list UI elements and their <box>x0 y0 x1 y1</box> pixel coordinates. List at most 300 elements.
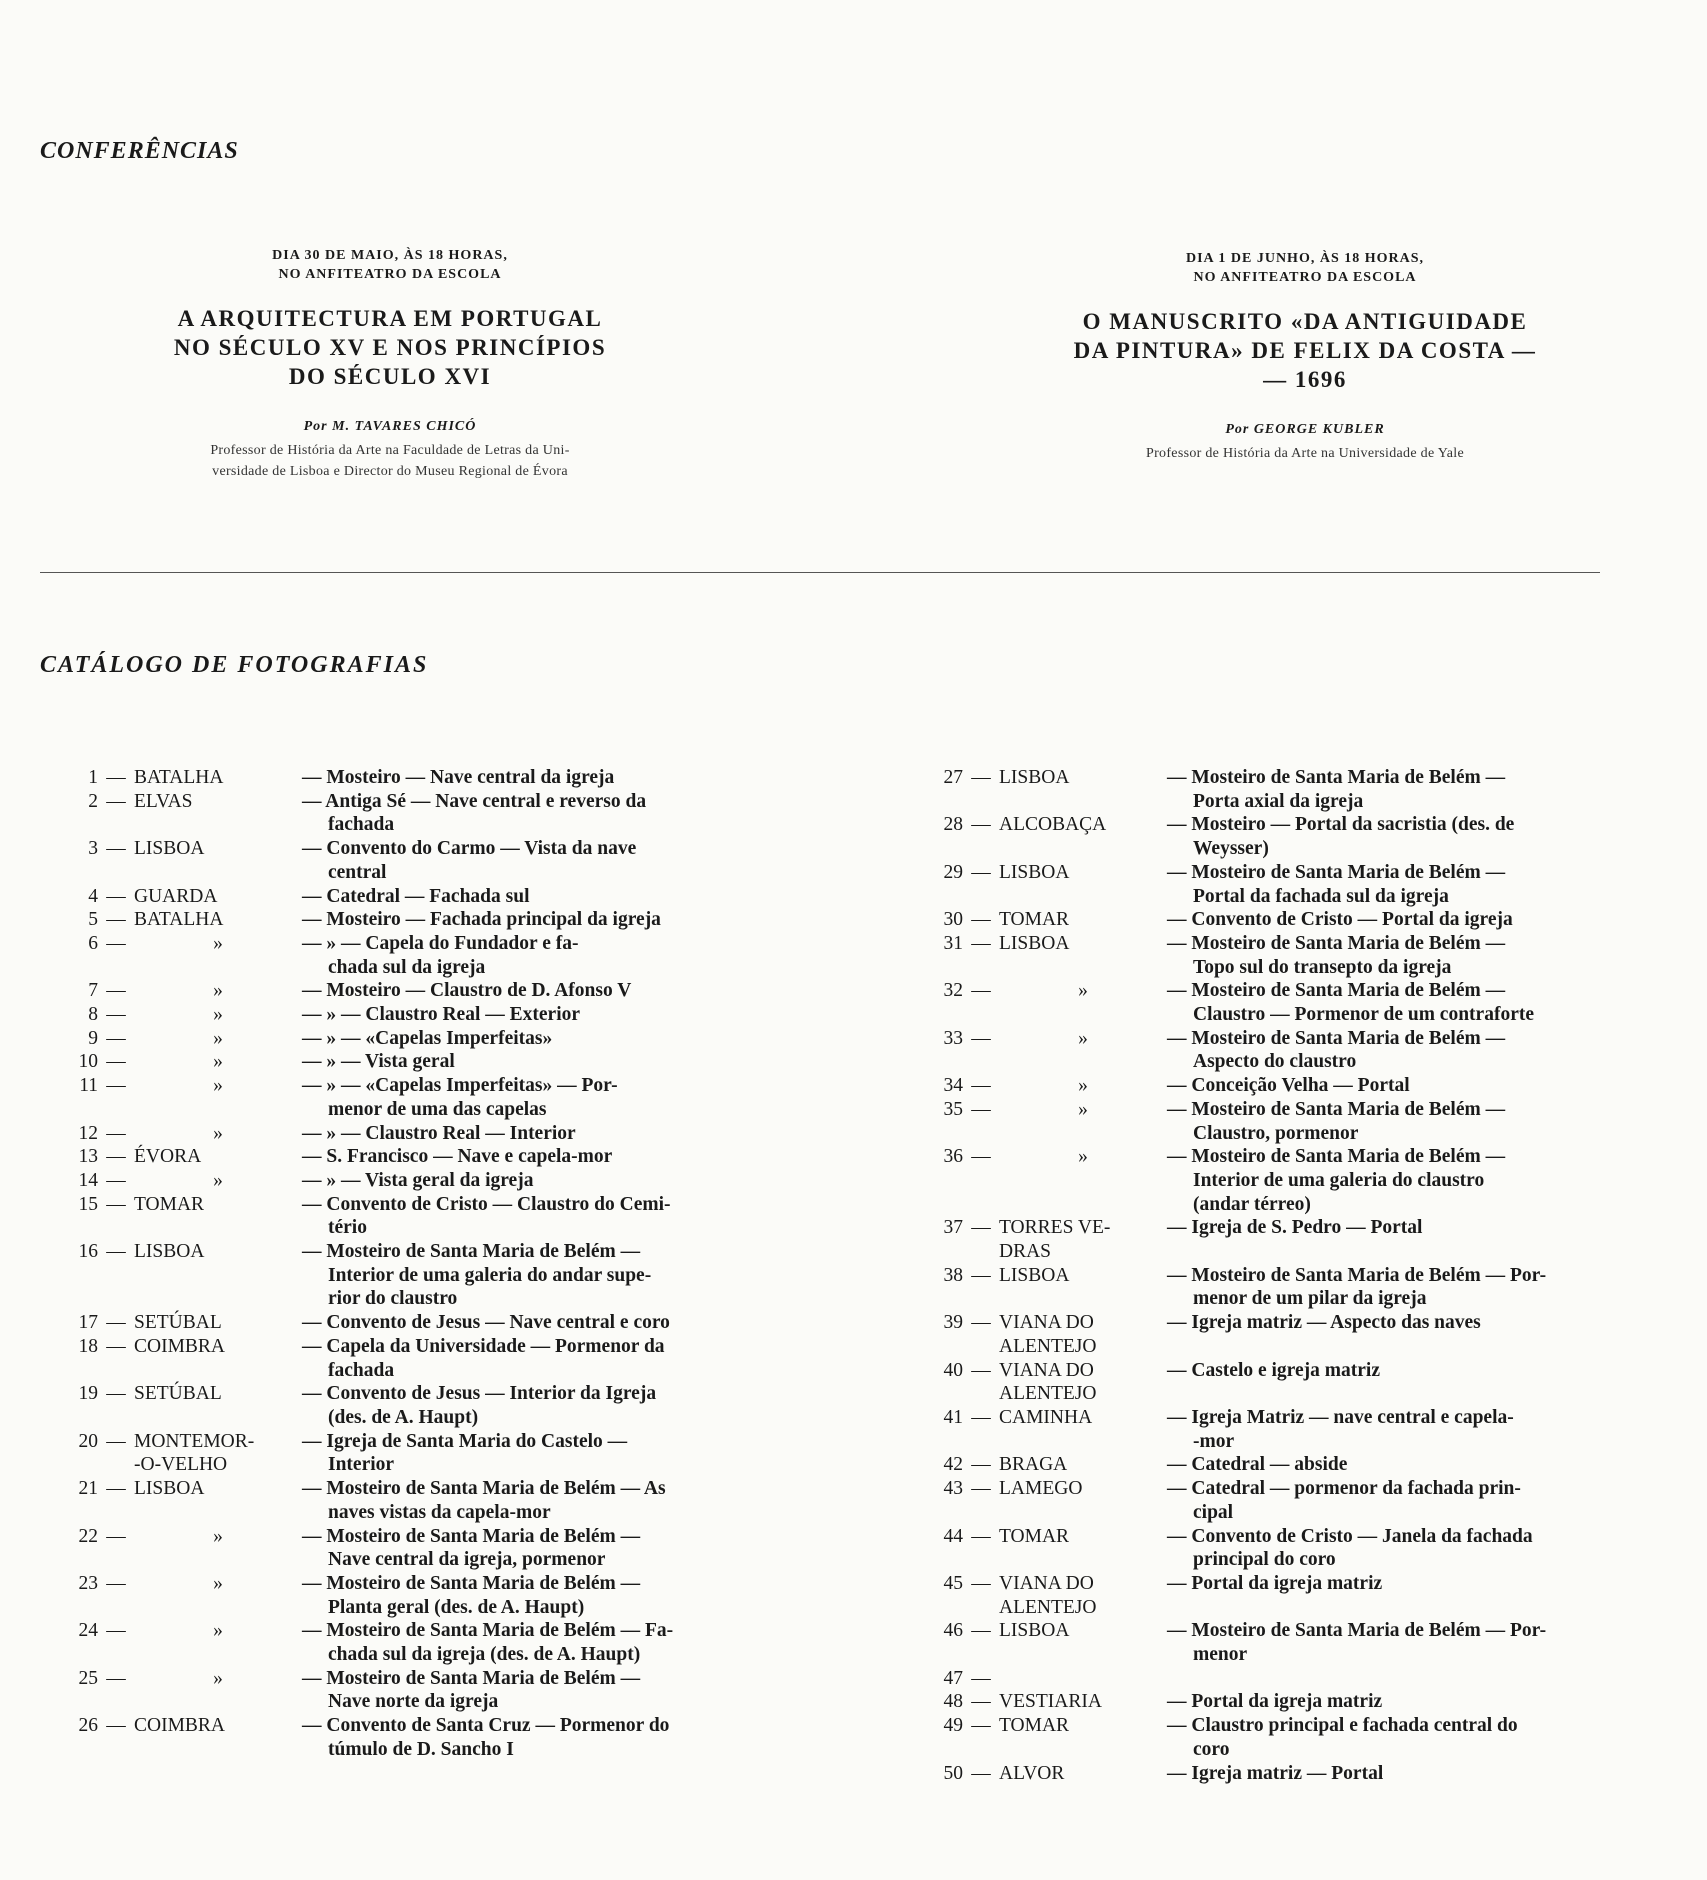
entry-number-dash: — <box>971 909 991 931</box>
catalog-entry <box>903 1572 1643 1619</box>
entry-number-dash: — <box>106 1572 126 1594</box>
entry-number: 48 <box>943 1691 963 1713</box>
section-divider <box>40 572 1600 573</box>
entry-description <box>302 1145 773 1169</box>
description-line: cipal <box>1193 1501 1234 1523</box>
description-line: — Mosteiro de Santa Maria de Belém — <box>1167 932 1506 954</box>
description-line: — Claustro principal e fachada central do <box>1167 1715 1518 1737</box>
entry-number: 4 <box>88 885 98 907</box>
catalog-entry <box>903 1406 1643 1453</box>
entry-number: 46 <box>943 1620 963 1642</box>
catalog-entry <box>903 1311 1643 1358</box>
entry-description <box>302 932 773 979</box>
description-line: versidade de Lisboa e Director do Museu Regional de Évora <box>212 464 568 479</box>
entry-number: 30 <box>943 909 963 931</box>
catalog-entry <box>38 1169 773 1193</box>
entry-number-dash: — <box>971 1146 991 1168</box>
catalog-entry <box>903 1074 1643 1098</box>
entry-place: LISBOA <box>999 1264 1070 1286</box>
entry-place: » <box>213 1667 223 1689</box>
entry-number: 42 <box>943 1454 963 1476</box>
entry-description <box>302 1477 773 1524</box>
entry-description <box>1167 1572 1643 1619</box>
description-line: — Portal da igreja matriz <box>1167 1572 1383 1594</box>
entry-number-dash: — <box>106 980 126 1002</box>
lecture-author-description <box>1045 443 1565 464</box>
entry-description <box>302 1430 773 1477</box>
description-line: — » — «Capelas Imperfeitas» — Por- <box>302 1075 618 1097</box>
catalog-entry <box>38 1145 773 1169</box>
lecture-date: DIA 1 DE JUNHO, ÀS 18 HORAS, <box>1185 251 1425 266</box>
description-line: — Mosteiro — Fachada principal da igreja <box>302 909 661 931</box>
entry-place: LISBOA <box>134 838 205 860</box>
entry-description <box>302 1050 773 1074</box>
entry-number-dash: — <box>971 1027 991 1049</box>
entry-number-dash: — <box>971 1691 991 1713</box>
entry-number: 1 <box>88 767 98 788</box>
entry-place: » <box>213 1027 223 1049</box>
entry-number-dash: — <box>971 1715 991 1737</box>
catalog-entry <box>38 1572 773 1619</box>
entry-number: 33 <box>943 1027 963 1049</box>
entry-place: SETÚBAL <box>134 1312 222 1334</box>
catalog-entry <box>903 908 1643 932</box>
description-line: menor de um pilar da igreja <box>1193 1288 1427 1310</box>
entry-number-dash: — <box>971 1620 991 1642</box>
description-line: Topo sul do transepto da igreja <box>1193 956 1452 978</box>
entry-number-dash: — <box>971 1264 991 1286</box>
entry-number-dash: — <box>106 1051 126 1073</box>
entry-number-dash: — <box>971 1762 991 1784</box>
description-line: — Mosteiro — Portal da sacristia (des. de <box>1167 814 1515 836</box>
description-line: — Mosteiro de Santa Maria de Belém — <box>302 1525 641 1547</box>
catalog-entry <box>38 1122 773 1146</box>
entry-description <box>1167 1453 1643 1477</box>
description-line: principal do coro <box>1193 1549 1336 1571</box>
catalog-entry <box>38 1619 773 1666</box>
entry-description <box>302 1382 773 1429</box>
description-line: — Antiga Sé — Nave central e reverso da <box>302 790 647 812</box>
description-line: -mor <box>1193 1430 1235 1452</box>
entry-number-dash: — <box>106 1478 126 1500</box>
catalog-entry <box>38 1193 773 1240</box>
lecture-title-line: O MANUSCRITO «DA ANTIGUIDADE <box>1082 309 1528 334</box>
description-line: — S. Francisco — Nave e capela-mor <box>302 1146 613 1168</box>
entry-number: 14 <box>78 1169 98 1191</box>
entry-place: TORRES VE- DRAS <box>999 1217 1111 1263</box>
entry-place: COIMBRA <box>134 1715 226 1737</box>
description-line: — Convento de Jesus — Nave central e coro <box>302 1312 670 1334</box>
entry-number-dash: — <box>971 980 991 1002</box>
description-line: — Mosteiro — Nave central da igreja <box>302 767 615 788</box>
entry-number: 35 <box>943 1098 963 1120</box>
entry-place: » <box>1078 1098 1088 1120</box>
entry-place: BATALHA <box>134 767 224 788</box>
catalog-entry <box>38 908 773 932</box>
entry-place: VIANA DO ALENTEJO <box>999 1572 1097 1618</box>
catalog-entry <box>903 1762 1643 1786</box>
entry-description <box>1167 1027 1643 1074</box>
entry-place: BRAGA <box>999 1454 1068 1476</box>
catalog-entry <box>38 1050 773 1074</box>
description-line: Nave norte da igreja <box>328 1691 499 1713</box>
lecture-author: Por M. TAVARES CHICÓ <box>303 419 477 434</box>
description-line: — » — Vista geral <box>302 1051 455 1073</box>
entry-place: » <box>213 932 223 954</box>
entry-number: 20 <box>78 1430 98 1452</box>
catalog-entry <box>38 837 773 884</box>
entry-description <box>1167 1359 1643 1406</box>
catalog-entry <box>903 861 1643 908</box>
description-line: Nave central da igreja, pormenor <box>328 1549 606 1571</box>
catalog-entry <box>38 766 773 790</box>
catalog-entry <box>38 1525 773 1572</box>
entry-place: » <box>213 980 223 1002</box>
description-line: Aspecto do claustro <box>1193 1051 1357 1073</box>
entry-number: 29 <box>943 861 963 883</box>
entry-place: TOMAR <box>999 1715 1070 1737</box>
entry-number-dash: — <box>971 932 991 954</box>
catalog-entry <box>903 1690 1643 1714</box>
entry-place: » <box>213 1169 223 1191</box>
entry-place: » <box>213 1620 223 1642</box>
entry-description <box>302 1335 773 1382</box>
entry-number-dash: — <box>106 1027 126 1049</box>
lecture-date: DIA 30 DE MAIO, ÀS 18 HORAS, <box>272 248 508 263</box>
catalog-entry <box>38 1430 773 1477</box>
description-line: Weysser) <box>1193 838 1269 860</box>
entry-place: » <box>1078 1075 1088 1097</box>
entry-description <box>302 1122 773 1146</box>
entry-description <box>302 766 773 790</box>
lecture-announcement <box>130 246 650 482</box>
entry-description <box>302 1572 773 1619</box>
entry-number: 31 <box>943 932 963 954</box>
entry-place: LISBOA <box>134 1241 205 1263</box>
entry-number: 10 <box>78 1051 98 1073</box>
entry-number: 28 <box>943 814 963 836</box>
entry-place: VESTIARIA <box>999 1691 1102 1713</box>
entry-number: 6 <box>88 932 98 954</box>
entry-number-dash: — <box>106 1241 126 1263</box>
catalog-entry <box>903 1216 1643 1263</box>
lecture-venue: NO ANFITEATRO DA ESCOLA <box>278 267 502 282</box>
entry-number-dash: — <box>971 814 991 836</box>
entry-description <box>302 1169 773 1193</box>
entry-number-dash: — <box>106 1620 126 1642</box>
entry-number-dash: — <box>971 1217 991 1239</box>
entry-number: 32 <box>943 980 963 1002</box>
entry-place: » <box>1078 1146 1088 1168</box>
entry-place: ÉVORA <box>134 1146 202 1168</box>
description-line: — Mosteiro de Santa Maria de Belém — <box>302 1667 641 1689</box>
lecture-announcement <box>1045 249 1565 464</box>
entry-number: 16 <box>78 1241 98 1263</box>
entry-number: 18 <box>78 1335 98 1357</box>
catalog-entry <box>903 1453 1643 1477</box>
description-line: naves vistas da capela-mor <box>328 1501 551 1523</box>
description-line: — Mosteiro de Santa Maria de Belém — Fa- <box>302 1620 674 1642</box>
lecture-title-line: NO SÉCULO XV E NOS PRINCÍPIOS <box>173 335 607 360</box>
entry-place: » <box>213 1075 223 1097</box>
entry-description <box>1167 932 1643 979</box>
catalog-entry <box>903 766 1643 813</box>
catalog-entry <box>38 1003 773 1027</box>
description-line: menor <box>1193 1644 1248 1666</box>
catalog-entry <box>903 932 1643 979</box>
entry-description <box>302 1311 773 1335</box>
catalog-entry <box>903 1477 1643 1524</box>
entry-number-dash: — <box>106 885 126 907</box>
entry-description <box>302 1619 773 1666</box>
entry-number-dash: — <box>971 861 991 883</box>
entry-place: CAMINHA <box>999 1406 1093 1428</box>
description-line: — Mosteiro de Santa Maria de Belém — <box>1167 980 1506 1002</box>
entry-description <box>302 1525 773 1572</box>
description-line: Portal da fachada sul da igreja <box>1193 885 1449 907</box>
entry-number-dash: — <box>106 1075 126 1097</box>
description-line: — Mosteiro de Santa Maria de Belém — <box>1167 861 1506 883</box>
entry-place: » <box>213 1122 223 1144</box>
catalog-entry <box>38 1074 773 1121</box>
entry-number-dash: — <box>106 1383 126 1405</box>
lecture-title <box>130 304 650 391</box>
description-line: — Mosteiro — Claustro de D. Afonso V <box>302 980 632 1002</box>
description-line: Porta axial da igreja <box>1193 790 1364 812</box>
entry-place: » <box>213 1051 223 1073</box>
description-line: — Igreja matriz — Aspecto das naves <box>1167 1312 1481 1334</box>
description-line: — Mosteiro de Santa Maria de Belém — <box>1167 1098 1506 1120</box>
entry-place: MONTEMOR- -O-VELHO <box>134 1430 255 1476</box>
entry-description <box>1167 1667 1643 1691</box>
entry-place: LISBOA <box>999 1620 1070 1642</box>
entry-number: 50 <box>943 1762 963 1784</box>
catalog-entry <box>903 1098 1643 1145</box>
description-line: Interior de uma galeria do andar supe- <box>328 1264 652 1286</box>
entry-number: 36 <box>943 1146 963 1168</box>
entry-number-dash: — <box>971 1406 991 1428</box>
description-line: — Igreja Matriz — nave central e capela- <box>1167 1406 1514 1428</box>
entry-place: LAMEGO <box>999 1478 1083 1500</box>
description-line: — Portal da igreja matriz <box>1167 1691 1383 1713</box>
description-line: Professor de História da Arte na Universidade de Yale <box>1146 446 1464 461</box>
catalog-entry <box>38 1240 773 1311</box>
entry-place: TOMAR <box>999 909 1070 931</box>
entry-description <box>302 1714 773 1761</box>
entry-number: 15 <box>78 1193 98 1215</box>
entry-number: 37 <box>943 1217 963 1239</box>
entry-description <box>1167 1762 1643 1786</box>
entry-number: 26 <box>78 1715 98 1737</box>
entry-place: BATALHA <box>134 909 224 931</box>
description-line: — Mosteiro de Santa Maria de Belém — <box>1167 1027 1506 1049</box>
description-line: — » — Vista geral da igreja <box>302 1169 534 1191</box>
catalog-entry <box>38 885 773 909</box>
entry-place: ALCOBAÇA <box>999 814 1107 836</box>
entry-number: 40 <box>943 1359 963 1381</box>
catalog-entry <box>903 1359 1643 1406</box>
entry-number-dash: — <box>106 1146 126 1168</box>
lecture-title <box>1045 307 1565 394</box>
description-line: — Mosteiro de Santa Maria de Belém — <box>1167 767 1506 788</box>
description-line: — Mosteiro de Santa Maria de Belém — <box>1167 1146 1506 1168</box>
entry-place: » <box>213 1525 223 1547</box>
entry-number: 49 <box>943 1715 963 1737</box>
description-line: — » — «Capelas Imperfeitas» <box>302 1027 553 1049</box>
entry-description <box>1167 1074 1643 1098</box>
entry-number-dash: — <box>106 790 126 812</box>
entry-number-dash: — <box>106 1430 126 1452</box>
lecture-venue: NO ANFITEATRO DA ESCOLA <box>1193 270 1417 285</box>
entry-number: 45 <box>943 1572 963 1594</box>
catalog-entry <box>903 1714 1643 1761</box>
catalog-entry <box>903 979 1643 1026</box>
lecture-author: Por GEORGE KUBLER <box>1225 422 1385 437</box>
catalog-column-right <box>903 766 1643 1785</box>
description-line: tério <box>328 1217 367 1239</box>
entry-number: 8 <box>88 1004 98 1026</box>
entry-number-dash: — <box>971 1098 991 1120</box>
catalog-entry <box>38 1382 773 1429</box>
entry-number: 12 <box>78 1122 98 1144</box>
entry-number-dash: — <box>971 1312 991 1334</box>
description-line: — Catedral — Fachada sul <box>302 885 530 907</box>
description-line: Interior <box>328 1454 395 1476</box>
entry-number: 7 <box>88 980 98 1002</box>
description-line: — Mosteiro de Santa Maria de Belém — <box>302 1241 641 1263</box>
catalog-entry <box>38 1714 773 1761</box>
description-line: (des. de A. Haupt) <box>328 1406 479 1428</box>
entry-place: VIANA DO ALENTEJO <box>999 1359 1097 1405</box>
description-line: Professor de História da Arte na Faculdade de Letras da Uni- <box>210 443 570 458</box>
entry-number: 9 <box>88 1027 98 1049</box>
lecture-title-line: A ARQUITECTURA EM PORTUGAL <box>177 306 603 331</box>
entry-description <box>1167 1525 1643 1572</box>
description-line: chada sul da igreja (des. de A. Haupt) <box>328 1644 641 1666</box>
entry-description <box>302 1193 773 1240</box>
entry-place: » <box>213 1572 223 1594</box>
entry-place: ELVAS <box>134 790 193 812</box>
description-line: Claustro, pormenor <box>1193 1122 1359 1144</box>
description-line: menor de uma das capelas <box>328 1098 547 1120</box>
lecture-title-line: — 1696 <box>1263 367 1347 392</box>
entry-description <box>1167 1406 1643 1453</box>
description-line: rior do claustro <box>328 1288 458 1310</box>
entry-description <box>302 790 773 837</box>
catalog-entry <box>38 1335 773 1382</box>
description-line: — Igreja de S. Pedro — Portal <box>1167 1217 1423 1239</box>
entry-place: TOMAR <box>134 1193 205 1215</box>
entry-place: TOMAR <box>999 1525 1070 1547</box>
entry-description <box>1167 861 1643 908</box>
entry-place: LISBOA <box>999 932 1070 954</box>
entry-description <box>302 885 773 909</box>
entry-number: 19 <box>78 1383 98 1405</box>
entry-description <box>302 1667 773 1714</box>
description-line: (andar térreo) <box>1193 1193 1311 1215</box>
entry-number-dash: — <box>106 838 126 860</box>
entry-place: SETÚBAL <box>134 1383 222 1405</box>
entry-number: 41 <box>943 1406 963 1428</box>
entry-number: 22 <box>78 1525 98 1547</box>
catalog-entry <box>38 979 773 1003</box>
catalog-entry <box>38 1311 773 1335</box>
entry-description <box>1167 908 1643 932</box>
description-line: — Catedral — pormenor da fachada prin- <box>1167 1478 1521 1500</box>
entry-place: LISBOA <box>134 1478 205 1500</box>
entry-number: 47 <box>943 1667 963 1689</box>
description-line: Claustro — Pormenor de um contraforte <box>1193 1004 1535 1026</box>
description-line: — Capela da Universidade — Pormenor da <box>302 1335 665 1357</box>
entry-description <box>1167 1714 1643 1761</box>
entry-number-dash: — <box>106 1335 126 1357</box>
entry-description <box>1167 813 1643 860</box>
catalog-entry <box>903 1619 1643 1666</box>
entry-number: 13 <box>78 1146 98 1168</box>
entry-number-dash: — <box>971 1359 991 1381</box>
entry-description <box>1167 1619 1643 1666</box>
catalog-entry <box>38 1477 773 1524</box>
description-line: — Convento de Cristo — Claustro do Cemi- <box>302 1193 671 1215</box>
entry-description <box>1167 1311 1643 1358</box>
entry-place: VIANA DO ALENTEJO <box>999 1312 1097 1357</box>
description-line: central <box>328 861 387 883</box>
entry-description <box>302 908 773 932</box>
entry-number: 25 <box>78 1667 98 1689</box>
entry-description <box>1167 1264 1643 1311</box>
lecture-title-line: DA PINTURA» DE FELIX DA COSTA — <box>1073 338 1537 363</box>
entry-place: ALVOR <box>999 1762 1065 1784</box>
description-line: — Mosteiro de Santa Maria de Belém — Por- <box>1167 1264 1547 1286</box>
entry-number-dash: — <box>971 1572 991 1594</box>
description-line: fachada <box>328 1359 395 1381</box>
catalog-entry <box>903 1264 1643 1311</box>
entry-number-dash: — <box>971 767 991 788</box>
entry-description <box>1167 1477 1643 1524</box>
entry-place: COIMBRA <box>134 1335 226 1357</box>
entry-place: GUARDA <box>134 885 218 907</box>
entry-description <box>1167 766 1643 813</box>
entry-place: LISBOA <box>999 861 1070 883</box>
catalog-entry <box>903 1667 1643 1691</box>
entry-number-dash: — <box>971 1667 991 1689</box>
entry-description <box>302 1027 773 1051</box>
description-line: — Igreja matriz — Portal <box>1167 1762 1384 1784</box>
entry-description <box>1167 979 1643 1026</box>
lecture-author-description <box>130 440 650 482</box>
entry-description <box>302 1074 773 1121</box>
entry-number-dash: — <box>106 1312 126 1334</box>
description-line: — Convento de Cristo — Portal da igreja <box>1167 909 1513 931</box>
lecture-title-line: DO SÉCULO XVI <box>288 364 492 389</box>
entry-number-dash: — <box>106 1122 126 1144</box>
entry-number: 39 <box>943 1312 963 1334</box>
entry-number: 21 <box>78 1478 98 1500</box>
entry-description <box>1167 1098 1643 1145</box>
entry-place: » <box>213 1004 223 1026</box>
entry-description <box>1167 1145 1643 1216</box>
catalog-entry <box>903 1525 1643 1572</box>
description-line: — Convento de Santa Cruz — Pormenor do <box>302 1715 670 1737</box>
conferencias-heading: CONFERÊNCIAS <box>40 138 239 164</box>
entry-number: 27 <box>943 767 963 788</box>
catalog-entry <box>903 813 1643 860</box>
entry-number: 5 <box>88 909 98 931</box>
entry-number-dash: — <box>106 1715 126 1737</box>
entry-description <box>302 1240 773 1311</box>
entry-number-dash: — <box>106 767 126 788</box>
entry-number-dash: — <box>971 1075 991 1097</box>
